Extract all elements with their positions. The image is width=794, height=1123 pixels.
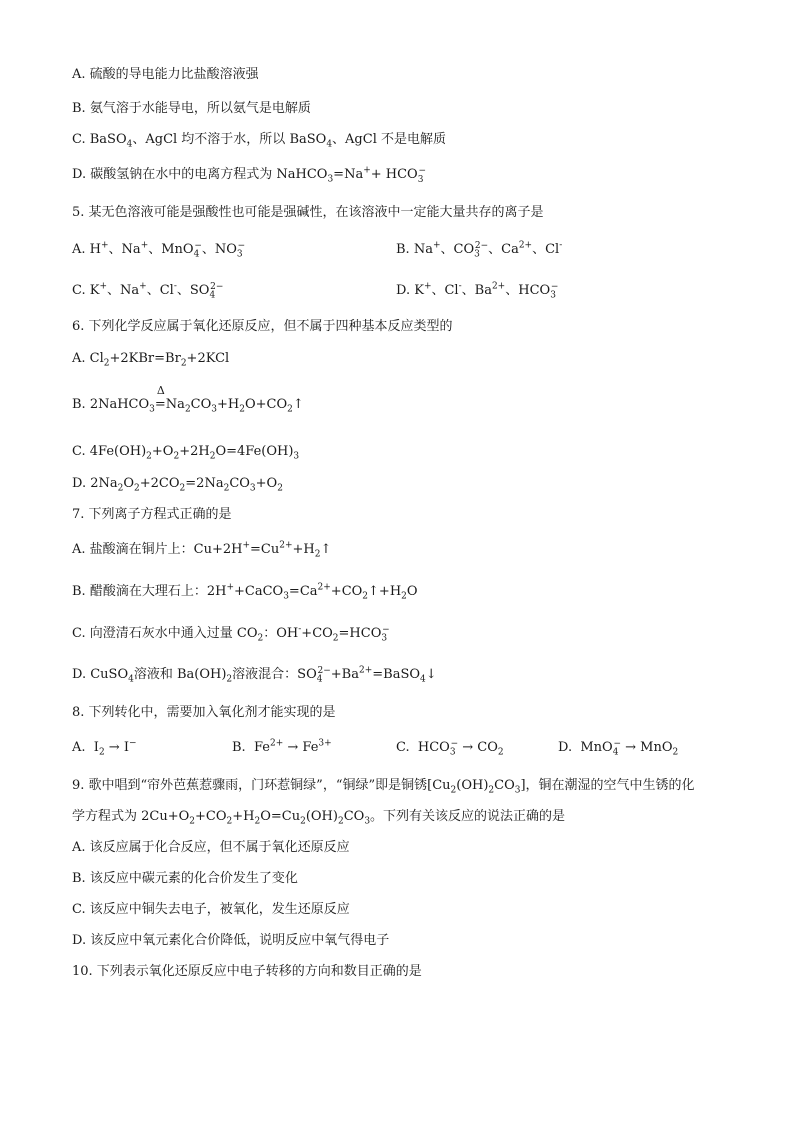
q6-option-b: B. 2NaHCO$_3$ Δ $=Na_2CO_3+H_2O+CO_2↑$ [72, 384, 304, 415]
question-7: 7. 下列离子方程式正确的是 [72, 507, 232, 522]
text: A. [72, 740, 86, 755]
q8-option-a: A. $I_2 \to I^-$ [72, 738, 137, 758]
q5-option-c: C. K+、Na+、Cl-、$SO_4^{2-}$ [72, 281, 224, 301]
text: B. [232, 740, 246, 755]
question-9-line-2: 学方程式为 $2Cu+O_2+CO_2+H_2O=Cu_2(OH)_2CO_3$。下列有关该反应的说法正确的是 [72, 809, 566, 827]
text: ]，铜在潮湿的空气中生锈的化 [520, 778, 695, 793]
text: 、AgCl 不是电解质 [332, 132, 446, 147]
q9-option-d: D. 该反应中氧元素化合价降低，说明反应中氧气得电子 [72, 933, 390, 948]
text: 溶液混合： [232, 667, 298, 682]
text: D. CuSO [72, 667, 129, 682]
question-10: 10. 下列表示氧化还原反应中电子转移的方向和数目正确的是 [72, 964, 422, 979]
text: B. 醋酸滴在大理石上： [72, 584, 207, 599]
q8-option-c: C. $HCO_3^- \to CO_2$ [396, 738, 504, 758]
q8-option-b: B. $Fe^{2+} \to Fe^{3+}$ [232, 738, 332, 755]
text: O=Cu [260, 809, 301, 824]
q9-option-c: C. 该反应中铜失去电子，被氧化，发生还原反应 [72, 902, 350, 917]
q6-option-c: C. $4Fe(OH)_2+O_2+2H_2O=4Fe(OH)_3$ [72, 444, 300, 462]
q5-option-d: D. K+、Cl-、$Ba^{2+}$、$HCO_3^-$ [396, 281, 559, 301]
text: 。下列有关该反应的说法正确的是 [370, 809, 566, 824]
q7-option-c: C. 向澄清石灰水中通入过量 $CO_2$：$OH^-+CO_2=HCO_3^-$ [72, 624, 390, 644]
text: D. [558, 740, 573, 755]
text: +CO [195, 809, 227, 824]
q7-option-b: B. 醋酸滴在大理石上：$2H^++CaCO_3=Ca^{2+}+CO_2↑+H_2O$ [72, 582, 418, 602]
q7-option-d: D. CuSO$_4$溶液和 $Ba(OH)_2$溶液混合：$SO_4^{2-}+Ba^{2+}=BaSO_4↓$ [72, 665, 437, 685]
text: 、AgCl 均不溶于水，所以 BaSO [132, 132, 327, 147]
q9-option-b: B. 该反应中碳元素的化合价发生了变化 [72, 871, 298, 886]
text: D. 2Na [72, 476, 118, 491]
text: C. 4Fe(OH) [72, 444, 147, 459]
text: D. 碳酸氢钠在水中的电离方程式为 NaHCO [72, 167, 328, 182]
text: 学方程式为 2Cu+O [72, 809, 190, 824]
q6-option-d: D. $2Na_2O_2+2CO_2=2Na_2CO_3+O_2$ [72, 476, 283, 494]
q9-option-a: A. 该反应属于化合反应，但不属于氧化还原反应 [72, 840, 350, 855]
option-a-line: A. 硫酸的导电能力比盐酸溶液强 [72, 67, 259, 82]
text: ： [263, 626, 277, 641]
text: 9. 歌中唱到“帘外芭蕉惹骤雨，门环惹铜绿”，“铜绿”即是铜锈[Cu [72, 778, 451, 793]
text: 溶液和 Ba(OH) [133, 667, 227, 682]
q8-option-d: D. MnO$_4$− → MnO$_2$ [558, 738, 679, 758]
q6-option-a: A. $Cl_2+2KBr=Br_2+2KCl$ [72, 351, 230, 369]
option-d-line: D. 碳酸氢钠在水中的电离方程式为 NaHCO$_3$=Na++ $HCO_3^-$ [72, 165, 426, 185]
text: + HCO [370, 167, 418, 182]
q7-option-a: A. 盐酸滴在铜片上：$Cu+2H^+=Cu^{2+}+H_2↑$ [72, 540, 332, 560]
text: A. 盐酸滴在铜片上： [72, 542, 194, 557]
option-b-line: B. 氨气溶于水能导电，所以氨气是电解质 [72, 101, 311, 116]
text: +H [232, 809, 255, 824]
text: (OH) [456, 778, 489, 793]
text: B. 2NaHCO [72, 397, 150, 412]
question-9-line-1: 9. 歌中唱到“帘外芭蕉惹骤雨，门环惹铜绿”，“铜绿”即是铜锈$[Cu_2(OH)_2CO_3]$，铜在潮湿的空气中生锈的化 [72, 778, 695, 796]
heat-condition: Δ = [154, 384, 166, 412]
text: =Na [333, 167, 364, 182]
question-5: 5. 某无色溶液可能是强酸性也可能是强碱性，在该溶液中一定能大量共存的离子是 [72, 205, 544, 220]
text: A. H [72, 242, 101, 257]
question-6: 6. 下列化学反应属于氧化还原反应，但不属于四种基本反应类型的 [72, 319, 453, 334]
text: D. K [396, 283, 424, 298]
delta-symbol: Δ [156, 384, 165, 397]
text: CO [494, 778, 515, 793]
text: C. [396, 740, 410, 755]
text: C. 向澄清石灰水中通入过量 CO [72, 626, 258, 641]
question-8: 8. 下列转化中，需要加入氧化剂才能实现的是 [72, 705, 336, 720]
text: C. K [72, 283, 100, 298]
q5-option-a: A. H+、Na+、MnO$_4$−、$NO_3^-$ [72, 240, 246, 260]
text: C. BaSO [72, 132, 127, 147]
text: B. Na [396, 242, 433, 257]
q5-option-b: B. Na+、$CO_3^{2-}$、$Ca^{2+}$、Cl- [396, 240, 563, 260]
option-c-line: C. BaSO$_4$、AgCl 均不溶于水，所以 BaSO$_4$、AgCl 不是电解质 [72, 132, 446, 150]
text: A. Cl [72, 351, 104, 366]
